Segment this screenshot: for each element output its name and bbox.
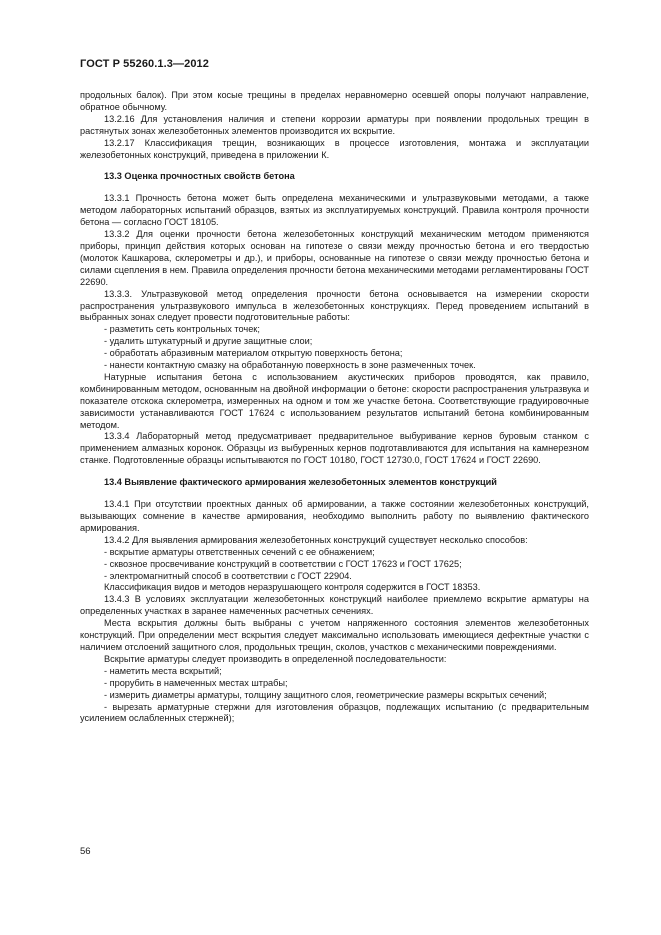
paragraph: 13.4.3 В условиях эксплуатации железобетонных конструкций наиболее приемлемо вскрытие арматуры на определенных участках в заранее намеченных расчетных сечениях. [80,594,589,617]
list-item: - удалить штукатурный и другие защитные слои; [104,336,313,347]
list-item: - вырезать арматурные стержни для изготовления образцов, подлежащих испытанию (с предварительным усилением ослабленных стержней); [80,701,589,724]
paragraph: 13.3.1 Прочность бетона может быть определена механическими и ультразвуковыми методами, а также методом лабораторных испытаний образцов, взятых из эксплуатируемых конструкций. Правила контроля прочности бетона — согласно ГОСТ 18105. [80,193,589,228]
list-item: - нанести контактную смазку на обработанную поверхность в зоне размеченных точек. [104,360,476,371]
page-number: 56 [80,846,91,857]
paragraph: 13.2.17 Классификация трещин, возникающих в процессе изготовления, монтажа и эксплуатации железобетонных конструкций, приведена в приложении К. [80,137,589,160]
paragraph: 13.3.3. Ультразвуковой метод определения прочности бетона основывается на измерении скорости распространения ультразвукового импульса в железобетонных конструкциях. Перед проведением испытаний в выбранных зонах следует провести подготовительные работы: [80,288,589,323]
list-item: - прорубить в намеченных местах штрабы; [104,677,288,688]
list-item: - сквозное просвечивание конструкций в соответствии с ГОСТ 17623 и ГОСТ 17625; [104,558,462,569]
section-heading: 13.4 Выявление фактического армирования железобетонных элементов конструкций [104,477,497,488]
paragraph: 13.3.4 Лабораторный метод предусматривает предварительное выбуривание кернов буровым станком с применением алмазных коронок. Образцы из выбуренных кернов подготавливаются для испытания на камнерезном станке. Подготовленные образцы испытываются по ГОСТ 10180, ГОСТ 12730.0, ГОСТ 17624 и ГОСТ 22690. [80,431,589,466]
document-header: ГОСТ Р 55260.1.3—2012 [80,58,209,70]
paragraph: продольных балок). При этом косые трещины в пределах неравномерно осевшей опоры получают направление, обратное обычному. [80,90,589,112]
paragraph: Натурные испытания бетона с использованием акустических приборов проводятся, как правило, комбинированным методом, основанным на двойной информации о бетоне: скорости распространения ультразвука и показателе отскока склерометра, измеренных на одном и том же участке бетона. Соответствующие градуировочные зависимости устанавливаются ГОСТ 17624 с использованием результатов испытаний бетона комбинированным методом. [80,371,589,430]
list-item: - обработать абразивным материалом открытую поверхность бетона; [104,348,403,359]
section-heading: 13.3 Оценка прочностных свойств бетона [104,171,295,182]
paragraph: Вскрытие арматуры следует производить в определенной последовательности: [104,653,447,664]
paragraph: 13.4.1 При отсутствии проектных данных об армировании, а также состоянии железобетонных конструкций, вызывающих сомнение в качестве армирования, необходимо выполнить работу по выявлению фактического армирования. [80,499,589,533]
paragraph: 13.3.2 Для оценки прочности бетона железобетонных конструкций механическим методом применяются приборы, принцип действия которых основан на гипотезе о связи между прочностью бетона и его твердостью (молоток Кашкарова, склерометры и др.), и приборы, основанные на гипотезе о связи между прочностью бетона и силами сцепления в нем. Правила определения прочности бетона механическими методами регламентированы ГОСТ 22690. [80,229,589,287]
paragraph: 13.4.2 Для выявления армирования железобетонных конструкций существует несколько способов: [104,534,528,545]
list-item: - вскрытие арматуры ответственных сечений с ее обнажением; [104,546,375,557]
list-item: - разметить сеть контрольных точек; [104,324,260,335]
paragraph: Места вскрытия должны быть выбраны с учетом напряженного состояния элементов железобетонных конструкций. При определении мест вскрытия следует максимально использовать имеющиеся дефектные участки с наличием отслоений защитного слоя, продольных трещин, сколов, участков с механическими повреждениями. [80,618,589,652]
page-body [80,90,589,725]
paragraph: 13.2.16 Для установления наличия и степени коррозии арматуры при появлении продольных трещин в растянутых зонах железобетонных элементов производится их вскрытие. [80,113,589,136]
paragraph: Классификация видов и методов неразрушающего контроля содержится в ГОСТ 18353. [104,582,481,593]
list-item: - наметить места вскрытий; [104,665,222,676]
list-item: - измерить диаметры арматуры, толщину защитного слоя, геометрические размеры вскрытых сечений; [104,689,547,700]
list-item: - электромагнитный способ в соответствии с ГОСТ 22904. [104,570,352,581]
